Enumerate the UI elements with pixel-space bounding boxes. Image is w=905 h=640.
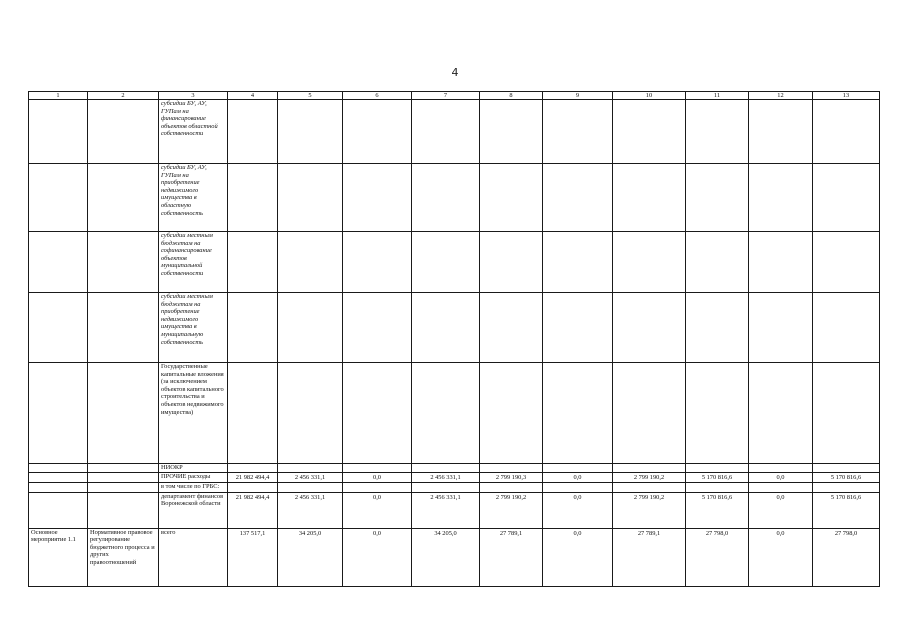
value-cell bbox=[686, 363, 749, 464]
value-cell bbox=[813, 464, 880, 473]
value-cell bbox=[749, 363, 813, 464]
value-cell bbox=[343, 464, 412, 473]
measure-name-cell bbox=[88, 492, 159, 528]
column-header: 6 bbox=[343, 92, 412, 100]
value-cell: 0,0 bbox=[343, 492, 412, 528]
table-row bbox=[29, 293, 880, 363]
value-cell bbox=[480, 293, 543, 363]
value-cell bbox=[686, 232, 749, 293]
value-cell: 137 517,1 bbox=[228, 528, 278, 586]
value-cell: 27 789,1 bbox=[480, 528, 543, 586]
measure-cell bbox=[29, 363, 88, 464]
value-cell bbox=[480, 232, 543, 293]
measure-name-cell: Нормативное правовое регулирование бюджетного процесса и других правоотношений bbox=[88, 528, 159, 586]
measure-name-cell bbox=[88, 472, 159, 482]
value-cell: 0,0 bbox=[543, 528, 613, 586]
column-header: 11 bbox=[686, 92, 749, 100]
measure-cell bbox=[29, 464, 88, 473]
value-cell: 2 799 190,2 bbox=[480, 492, 543, 528]
value-cell bbox=[228, 464, 278, 473]
expense-type-cell: в том числе по ГРБС: bbox=[159, 482, 228, 492]
expense-type-cell: субсидии БУ, АУ, ГУПам на финансирование объектов областной собственности bbox=[159, 100, 228, 164]
value-cell bbox=[749, 464, 813, 473]
value-cell bbox=[278, 482, 343, 492]
expense-type-cell: департамент финансов Воронежской области bbox=[159, 492, 228, 528]
value-cell bbox=[686, 464, 749, 473]
value-cell: 2 799 190,2 bbox=[613, 472, 686, 482]
value-cell bbox=[278, 363, 343, 464]
value-cell: 0,0 bbox=[543, 492, 613, 528]
value-cell bbox=[543, 100, 613, 164]
value-cell bbox=[813, 232, 880, 293]
value-cell bbox=[480, 100, 543, 164]
value-cell bbox=[613, 164, 686, 232]
value-cell bbox=[228, 363, 278, 464]
value-cell bbox=[613, 293, 686, 363]
measure-name-cell bbox=[88, 164, 159, 232]
value-cell bbox=[613, 464, 686, 473]
value-cell bbox=[480, 464, 543, 473]
value-cell bbox=[613, 482, 686, 492]
expense-type-cell: всего bbox=[159, 528, 228, 586]
value-cell bbox=[343, 482, 412, 492]
value-cell: 21 982 494,4 bbox=[228, 472, 278, 482]
value-cell bbox=[749, 293, 813, 363]
measure-name-cell bbox=[88, 293, 159, 363]
column-header: 7 bbox=[412, 92, 480, 100]
value-cell bbox=[813, 363, 880, 464]
value-cell bbox=[613, 232, 686, 293]
value-cell bbox=[480, 482, 543, 492]
measure-name-cell bbox=[88, 232, 159, 293]
value-cell: 5 170 816,6 bbox=[686, 472, 749, 482]
value-cell: 0,0 bbox=[749, 492, 813, 528]
value-cell bbox=[278, 164, 343, 232]
table-row bbox=[29, 232, 880, 293]
value-cell bbox=[278, 464, 343, 473]
measure-cell bbox=[29, 492, 88, 528]
value-cell bbox=[480, 164, 543, 232]
value-cell: 0,0 bbox=[749, 472, 813, 482]
measure-name-cell bbox=[88, 100, 159, 164]
value-cell: 34 205,0 bbox=[412, 528, 480, 586]
expense-type-cell: субсидии БУ, АУ, ГУПам на приобретение недвижимого имущества в областную собственность bbox=[159, 164, 228, 232]
column-header: 1 bbox=[29, 92, 88, 100]
value-cell bbox=[543, 164, 613, 232]
column-header: 13 bbox=[813, 92, 880, 100]
measure-name-cell bbox=[88, 363, 159, 464]
value-cell bbox=[543, 464, 613, 473]
value-cell bbox=[749, 100, 813, 164]
table-row bbox=[29, 100, 880, 164]
column-header: 2 bbox=[88, 92, 159, 100]
value-cell bbox=[543, 482, 613, 492]
value-cell bbox=[543, 232, 613, 293]
value-cell bbox=[613, 100, 686, 164]
value-cell: 2 799 190,3 bbox=[480, 472, 543, 482]
value-cell bbox=[412, 164, 480, 232]
expense-type-cell: субсидии местным бюджетам на софинансирование объектов муниципальной собственности bbox=[159, 232, 228, 293]
value-cell bbox=[749, 164, 813, 232]
value-cell bbox=[278, 100, 343, 164]
value-cell: 0,0 bbox=[343, 472, 412, 482]
value-cell bbox=[412, 482, 480, 492]
measure-name-cell bbox=[88, 482, 159, 492]
value-cell: 5 170 816,6 bbox=[813, 492, 880, 528]
value-cell: 2 799 190,2 bbox=[613, 492, 686, 528]
expense-type-cell: Государственные капитальные вложения (за исключением объектов капитального строительства и объектов недвижимого имущества) bbox=[159, 363, 228, 464]
value-cell bbox=[412, 100, 480, 164]
value-cell bbox=[543, 363, 613, 464]
value-cell bbox=[749, 482, 813, 492]
budget-table bbox=[28, 91, 880, 587]
value-cell: 0,0 bbox=[543, 472, 613, 482]
table-row bbox=[29, 472, 880, 482]
page-number: 4 bbox=[451, 66, 459, 79]
value-cell: 5 170 816,6 bbox=[813, 472, 880, 482]
value-cell bbox=[412, 363, 480, 464]
value-cell bbox=[813, 482, 880, 492]
value-cell: 2 456 331,1 bbox=[278, 492, 343, 528]
column-header: 8 bbox=[480, 92, 543, 100]
value-cell bbox=[613, 363, 686, 464]
table-row bbox=[29, 363, 880, 464]
value-cell bbox=[228, 293, 278, 363]
measure-name-cell bbox=[88, 464, 159, 473]
value-cell: 21 982 494,4 bbox=[228, 492, 278, 528]
measure-cell bbox=[29, 472, 88, 482]
table-row bbox=[29, 528, 880, 586]
value-cell bbox=[686, 293, 749, 363]
expense-type-cell: ПРОЧИЕ расходы bbox=[159, 472, 228, 482]
expense-type-cell: НИОКР bbox=[159, 464, 228, 473]
measure-cell bbox=[29, 232, 88, 293]
value-cell bbox=[228, 482, 278, 492]
value-cell: 0,0 bbox=[343, 528, 412, 586]
measure-cell bbox=[29, 164, 88, 232]
value-cell bbox=[343, 164, 412, 232]
value-cell bbox=[813, 293, 880, 363]
table-row bbox=[29, 482, 880, 492]
value-cell bbox=[412, 464, 480, 473]
table-body bbox=[29, 100, 880, 587]
column-header: 5 bbox=[278, 92, 343, 100]
value-cell: 27 798,0 bbox=[813, 528, 880, 586]
measure-cell: Основное мероприятие 1.1 bbox=[29, 528, 88, 586]
column-header: 3 bbox=[159, 92, 228, 100]
value-cell bbox=[480, 363, 543, 464]
value-cell bbox=[343, 100, 412, 164]
measure-cell bbox=[29, 482, 88, 492]
value-cell: 2 456 331,1 bbox=[412, 492, 480, 528]
value-cell bbox=[343, 363, 412, 464]
value-cell: 5 170 816,6 bbox=[686, 492, 749, 528]
value-cell bbox=[228, 164, 278, 232]
column-header: 12 bbox=[749, 92, 813, 100]
value-cell: 27 789,1 bbox=[613, 528, 686, 586]
value-cell bbox=[543, 293, 613, 363]
column-number-row bbox=[29, 92, 880, 100]
value-cell bbox=[686, 482, 749, 492]
value-cell bbox=[749, 232, 813, 293]
value-cell bbox=[686, 164, 749, 232]
value-cell bbox=[343, 293, 412, 363]
value-cell bbox=[278, 232, 343, 293]
table-row bbox=[29, 164, 880, 232]
value-cell bbox=[813, 100, 880, 164]
measure-cell bbox=[29, 100, 88, 164]
value-cell bbox=[228, 100, 278, 164]
table-row bbox=[29, 464, 880, 473]
value-cell: 2 456 331,1 bbox=[278, 472, 343, 482]
value-cell bbox=[278, 293, 343, 363]
value-cell: 34 205,0 bbox=[278, 528, 343, 586]
value-cell bbox=[686, 100, 749, 164]
table-row bbox=[29, 492, 880, 528]
column-header: 9 bbox=[543, 92, 613, 100]
value-cell bbox=[813, 164, 880, 232]
value-cell: 0,0 bbox=[749, 528, 813, 586]
value-cell bbox=[228, 232, 278, 293]
value-cell: 27 798,0 bbox=[686, 528, 749, 586]
value-cell bbox=[343, 232, 412, 293]
column-header: 10 bbox=[613, 92, 686, 100]
value-cell bbox=[412, 232, 480, 293]
measure-cell bbox=[29, 293, 88, 363]
column-header: 4 bbox=[228, 92, 278, 100]
value-cell: 2 456 331,1 bbox=[412, 472, 480, 482]
value-cell bbox=[412, 293, 480, 363]
expense-type-cell: субсидии местным бюджетам на приобретение недвижимого имущества в муниципальную собственность bbox=[159, 293, 228, 363]
